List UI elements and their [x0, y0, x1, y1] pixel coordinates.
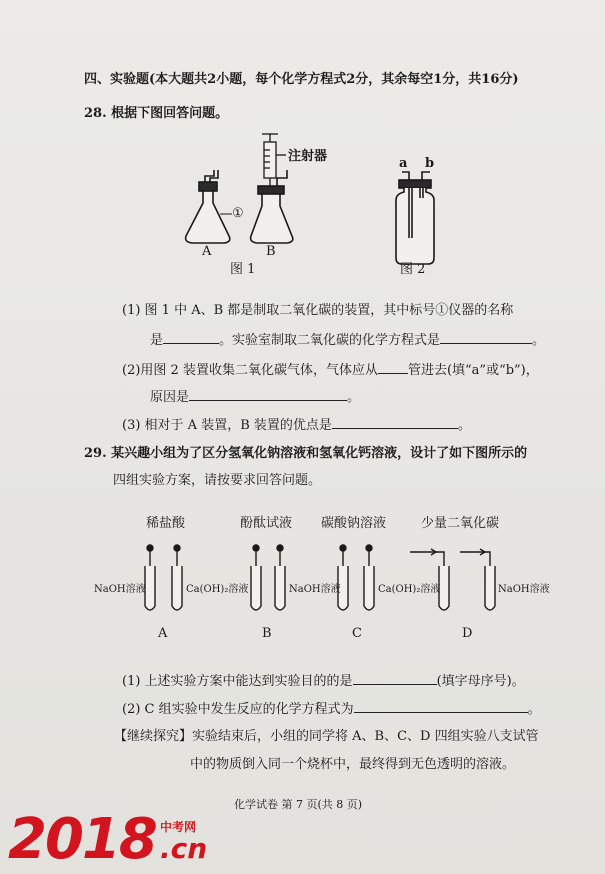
group-b-tubes [251, 545, 285, 610]
syringe-label: 注射器 [288, 149, 328, 164]
answer-blank-valid-plans[interactable] [353, 672, 437, 685]
q29-sub1: (1) 上述实验方案中能达到实验目的的是 (填字母序号)。 [122, 674, 525, 689]
q28-sub3: (3) 相对于 A 装置，B 装置的优点是 。 [122, 418, 471, 433]
tube-b-label: b [425, 156, 435, 171]
flask-b-label: B [266, 244, 276, 259]
group-b-right-label: NaOH溶液 [289, 584, 341, 595]
group-b-letter: B [262, 626, 272, 641]
q28-sub1-line2: 是 。实验室制取二氧化碳的化学方程式是 。 [150, 333, 546, 348]
q28-sub2-line2: 原因是 。 [150, 390, 361, 405]
answer-blank-c-equation[interactable] [354, 700, 528, 713]
q29-stem-line2: 四组实验方案，请按要求回答问题。 [113, 473, 322, 488]
q29-explore-line2: 中的物质倒入同一个烧杯中，最终得到无色透明的溶液。 [190, 757, 516, 772]
watermark-logo-site: 中考网 [160, 820, 197, 834]
group-d-tubes [410, 549, 495, 610]
reagent-d: 少量二氧化碳 [421, 516, 500, 531]
section-title: 四、实验题(本大题共2小题，每个化学方程式2分，其余每空1分，共16分) [84, 72, 519, 87]
group-a-tubes [145, 545, 182, 610]
reagent-c: 碳酸钠溶液 [321, 516, 387, 531]
q28-stem: 28. 根据下图回答问题。 [84, 106, 229, 121]
group-d-right-label: NaOH溶液 [498, 584, 550, 595]
q28-sub2-line1: (2)用图 2 装置收集二氧化碳气体，气体应从 管进去(填“a”或“b”)， [122, 363, 539, 378]
figure-2-caption: 图 2 [400, 262, 426, 277]
group-a-right-label: Ca(OH)₂溶液 [186, 584, 249, 595]
group-d-letter: D [462, 626, 473, 641]
group-c-letter: C [352, 626, 362, 641]
q29-stem-line1: 29. 某兴趣小组为了区分氢氧化钠溶液和氢氧化钙溶液，设计了如下图所示的 [84, 446, 528, 461]
reagent-b: 酚酞试液 [240, 516, 293, 531]
group-c-right-label: Ca(OH)₂溶液 [378, 584, 441, 595]
flask-a-label: A [202, 244, 212, 259]
group-c-tubes [338, 545, 374, 610]
q29-explore-line1: 【继续探究】实验结束后，小组的同学将 A、B、C、D 四组实验八支试管 [114, 729, 539, 744]
group-a-letter: A [158, 626, 168, 641]
group-a-left-label: NaOH溶液 [94, 584, 146, 595]
q28-sub1-line1: (1) 图 1 中 A、B 都是制取二氧化碳的装置，其中标号①仪器的名称 [122, 303, 514, 318]
reagent-a: 稀盐酸 [146, 516, 186, 531]
page-footer: 化学试卷 第 7 页(共 8 页) [234, 798, 363, 811]
q29-sub2: (2) C 组实验中发生反应的化学方程式为 。 [122, 702, 541, 717]
watermark-logo-number: 2018 [8, 807, 156, 872]
watermark-logo-domain: .cn [160, 832, 208, 865]
instrument-1-label: ① [232, 206, 244, 221]
tube-a-label: a [399, 156, 408, 171]
figure-1-caption: 图 1 [230, 262, 256, 277]
